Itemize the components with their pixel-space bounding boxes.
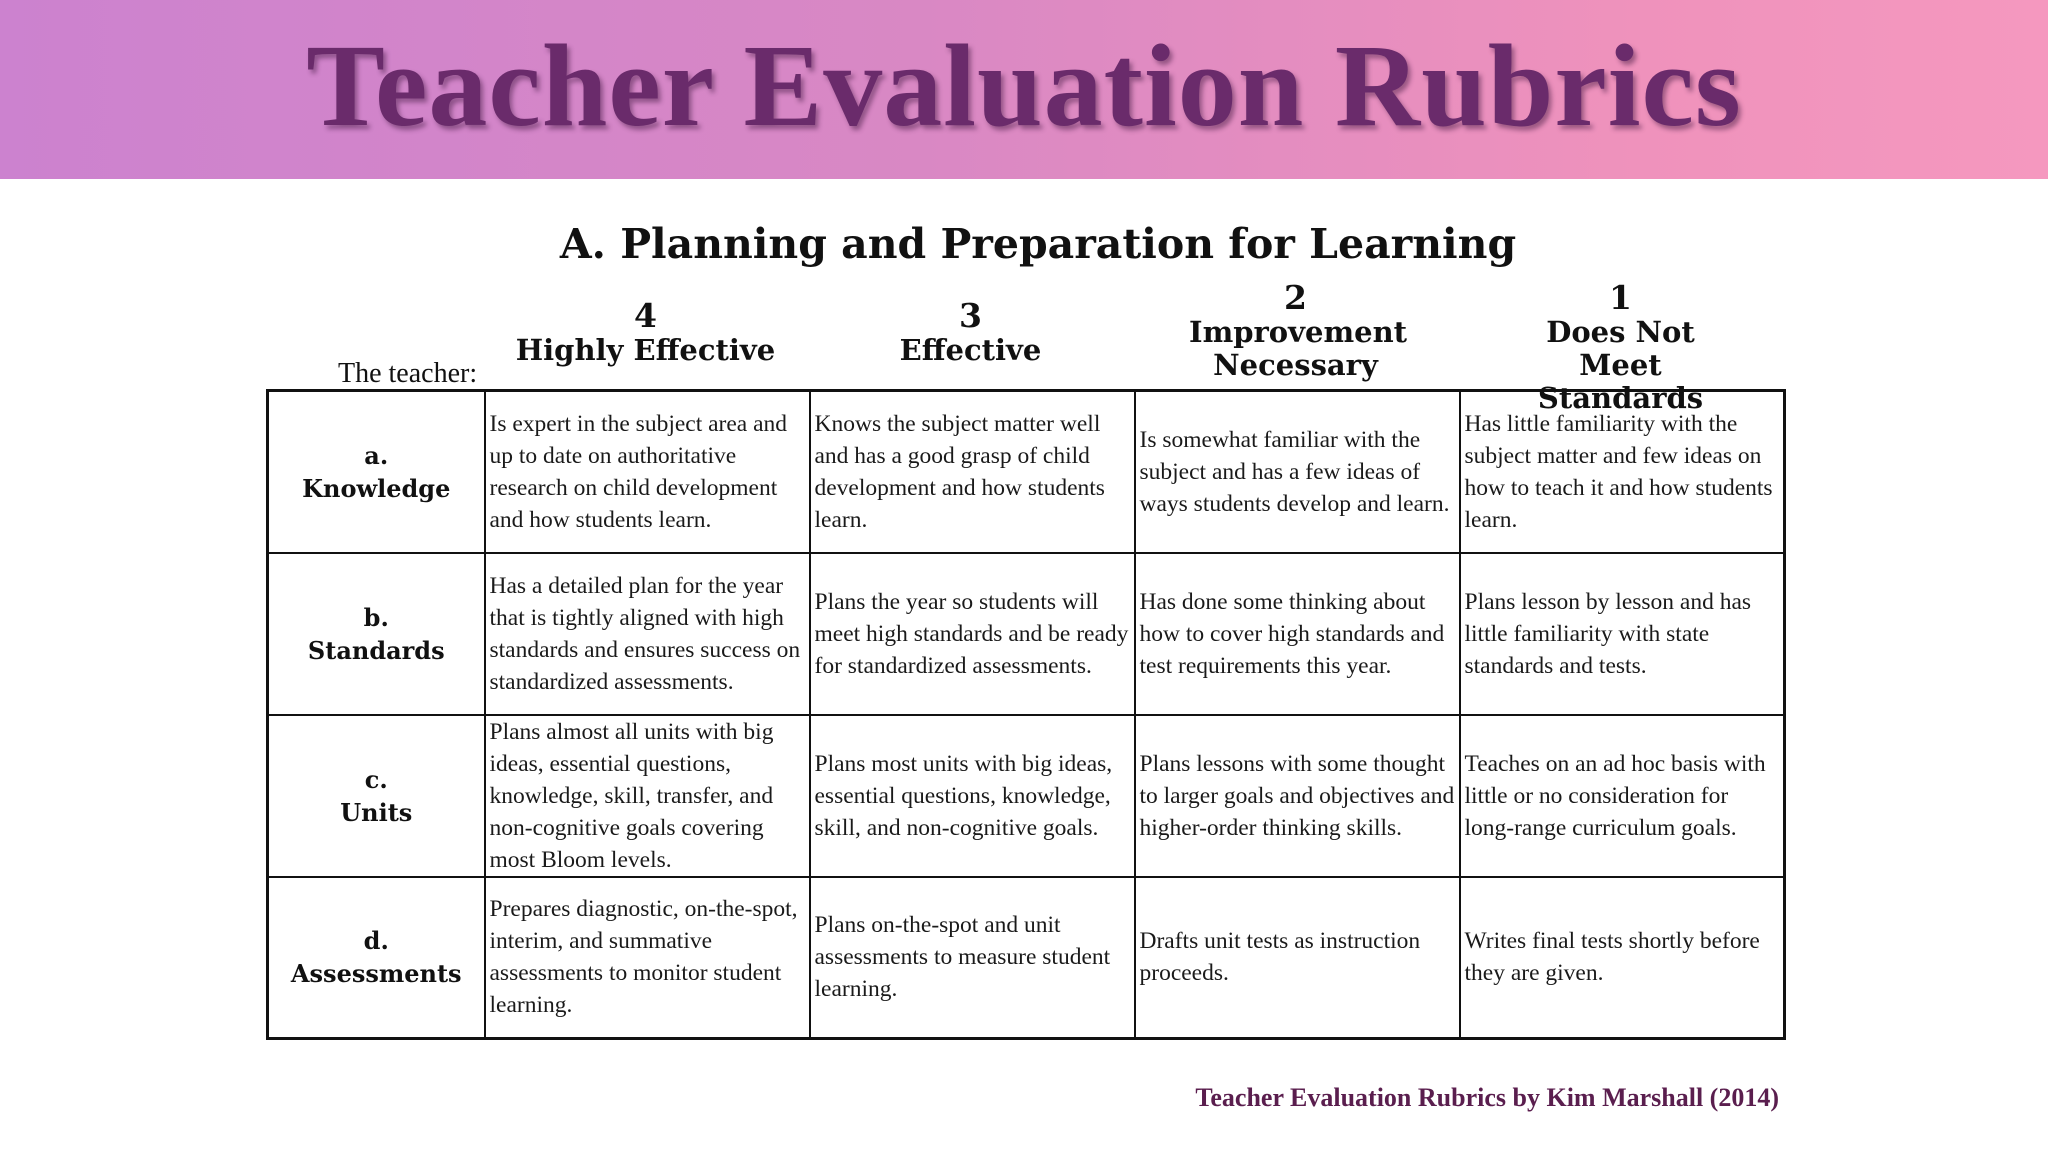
column-number: 2 (1284, 278, 1307, 317)
row-name: Units (340, 797, 413, 827)
rubric-cell: Writes final tests shortly before they are given. (1460, 877, 1785, 1039)
column-label: Highly Effective (515, 333, 776, 367)
rubric-cell: Has little familiarity with the subject matter and few ideas on how to teach it and how students learn. (1460, 391, 1785, 553)
slide-title: Teacher Evaluation Rubrics (306, 19, 1742, 151)
row-letter: d. (363, 926, 389, 956)
rubric-cell: Drafts unit tests as instruction proceeds. (1135, 877, 1460, 1039)
row-header-knowledge (268, 391, 485, 553)
rubric-cell: Teaches on an ad hoc basis with little or no consideration for long-range curriculum goals. (1460, 715, 1785, 877)
rubric-cell: Plans almost all units with big ideas, essential questions, knowledge, skill, transfer, and non-cognitive goals covering most Bloom levels. (485, 715, 810, 877)
table-row (268, 715, 1785, 877)
rubric-cell: Has a detailed plan for the year that is tightly aligned with high standards and ensures success on standardized assessments. (485, 553, 810, 715)
column-label: Does Not Meet Standards (1537, 315, 1704, 415)
column-header-2 (1133, 280, 1458, 382)
source-citation: Teacher Evaluation Rubrics by Kim Marshall (2014) (1195, 1083, 1779, 1112)
row-name: Standards (307, 635, 445, 665)
rubric-cell: Is somewhat familiar with the subject and has a few ideas of ways students develop and learn. (1135, 391, 1460, 553)
row-name: Assessments (290, 959, 462, 989)
rubric-cell: Has done some thinking about how to cover high standards and test requirements this year. (1135, 553, 1460, 715)
rubric-cell: Plans on-the-spot and unit assessments to measure student learning. (810, 877, 1135, 1039)
row-letter: c. (364, 764, 388, 794)
table-row (268, 553, 1785, 715)
rubric-cell: Plans most units with big ideas, essential questions, knowledge, skill, and non-cognitive goals. (810, 715, 1135, 877)
rubric-cell: Plans lessons with some thought to larger goals and objectives and higher-order thinking skills. (1135, 715, 1460, 877)
row-header-units (268, 715, 485, 877)
column-label: Improvement Necessary (1189, 315, 1408, 382)
rubric-cell: Prepares diagnostic, on-the-spot, interim, and summative assessments to monitor student learning. (485, 877, 810, 1039)
table-row (268, 877, 1785, 1039)
column-number: 3 (959, 296, 982, 335)
column-label: Effective (899, 333, 1042, 367)
column-header-3 (808, 298, 1133, 367)
row-header-standards (268, 553, 485, 715)
rubric-cell: Knows the subject matter well and has a good grasp of child development and how students learn. (810, 391, 1135, 553)
row-name: Knowledge (302, 473, 451, 503)
rubric-cell: Plans the year so students will meet high standards and be ready for standardized assessments. (810, 553, 1135, 715)
corner-label: The teacher: (338, 358, 478, 389)
row-letter: b. (363, 602, 389, 632)
section-title: A. Planning and Preparation for Learning (559, 220, 1517, 268)
column-number: 4 (634, 296, 657, 335)
column-number: 1 (1609, 278, 1632, 317)
row-header-assessments (268, 877, 485, 1039)
column-header-4 (483, 298, 808, 367)
table-row (268, 391, 1785, 553)
title-banner (0, 0, 2048, 179)
row-letter: a. (364, 440, 389, 470)
rubric-table (266, 389, 1786, 1040)
rubric-cell: Is expert in the subject area and up to date on authoritative research on child development and how students learn. (485, 391, 810, 553)
rubric-cell: Plans lesson by lesson and has little familiarity with state standards and tests. (1460, 553, 1785, 715)
